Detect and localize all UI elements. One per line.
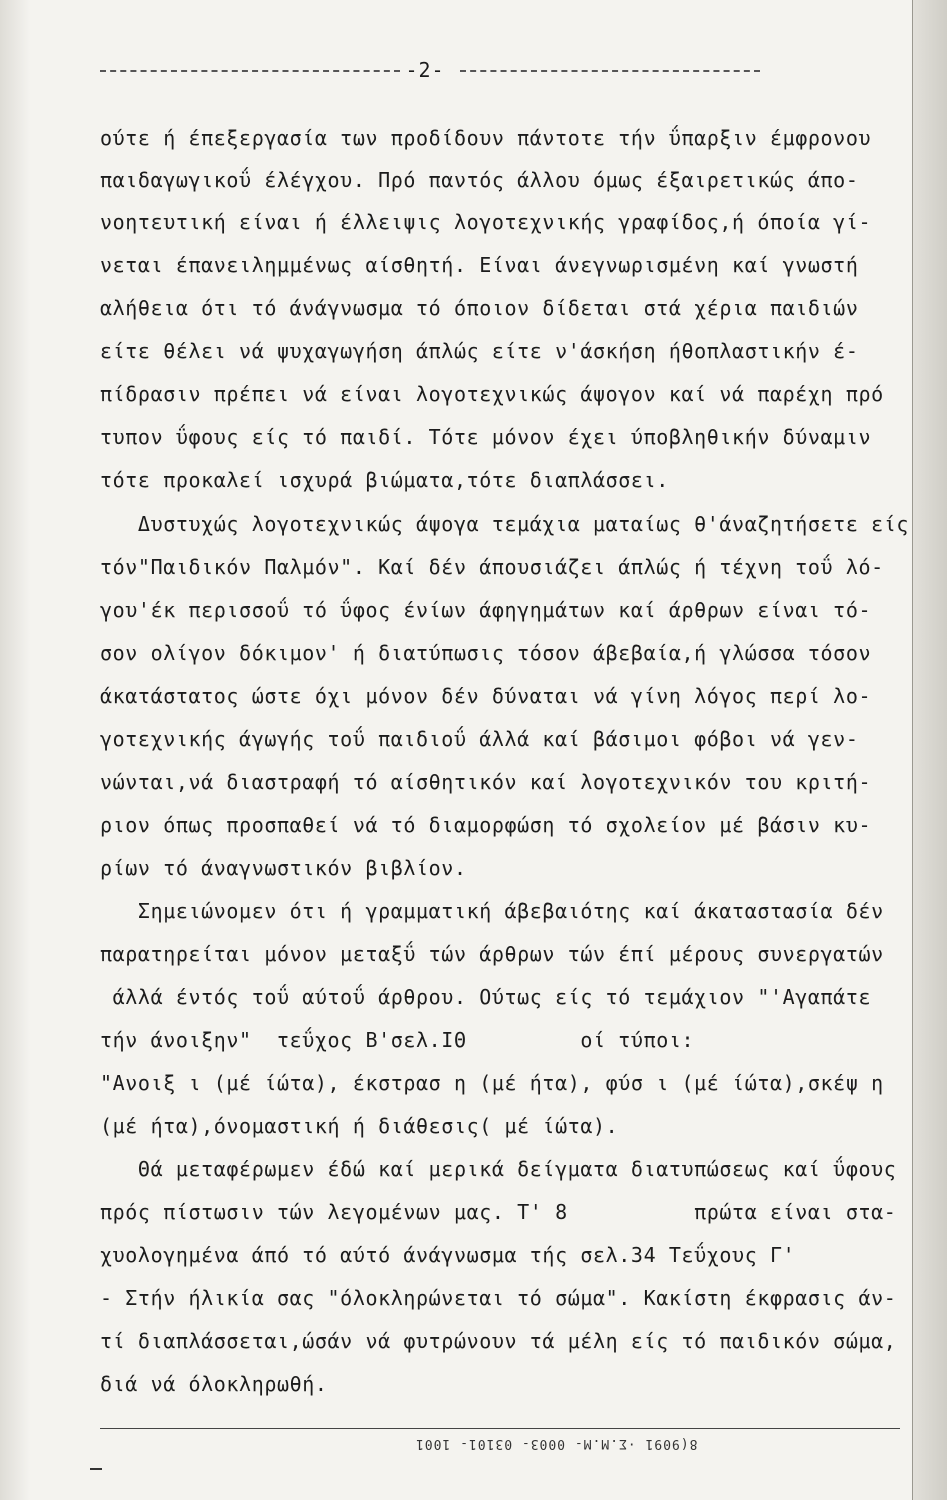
text-line: (μέ ήτα),όνομαστική ή διάθεσις( μέ ίώτα).: [100, 1114, 619, 1138]
right-page-edge: [912, 0, 947, 1500]
text-line: είτε θέλει νά ψυχαγωγήση άπλώς είτε ν'άσκήση ήθοπλαστικήν έ-: [100, 339, 859, 363]
text-line: γου'έκ περισσοΰ τό ΰφος ένίων άφηγημάτων καί άρθρων είναι τό-: [100, 598, 872, 622]
text-line: νεται έπανειλημμένως αίσθητή. Είναι άνεγνωρισμένη καί γνωστή: [100, 253, 859, 277]
text-line: τί διαπλάσσεται,ώσάν νά φυτρώνουν τά μέλη είς τό παιδικόν σώμα,: [100, 1329, 897, 1353]
text-line: "Ανοιξ ι (μέ ίώτα), έκστρασ η (μέ ήτα), φύσ ι (μέ ίώτα),σκέψ η: [100, 1071, 884, 1095]
text-line: πίδρασιν πρέπει νά είναι λογοτεχνικώς άψογον καί νά παρέχη πρό: [100, 382, 884, 406]
text-line: παρατηρείται μόνον μεταξΰ τών άρθρων τών έπί μέρους συνεργατών: [100, 942, 884, 966]
text-line: τήν άνοιξην" τεΰχος Β'σελ.ΙΘ οί τύποι:: [100, 1028, 695, 1052]
text-line: Δυστυχώς λογοτεχνικώς άψογα τεμάχια ματαίως θ'άναζητήσετε είς: [100, 512, 910, 536]
text-line: αλήθεια ότι τό άνάγνωσμα τό όποιον δίδεται στά χέρια παιδιών: [100, 296, 859, 320]
text-line: Θά μεταφέρωμεν έδώ καί μερικά δείγματα διατυπώσεως καί ΰφους: [100, 1157, 897, 1181]
bottom-rule: [100, 1428, 900, 1429]
text-line: σον ολίγον δόκιμον' ή διατύπωσις τόσον άβεβαία,ή γλώσσα τόσον: [100, 641, 872, 665]
text-line: γοτεχνικής άγωγής τοΰ παιδιοΰ άλλά καί βάσιμοι φόβοι νά γεν-: [100, 727, 859, 751]
header-dash-right: [460, 70, 760, 72]
text-line: χυολογημένα άπό τό αύτό άνάγνωσμα τής σελ.34 Τεΰχους Γ': [100, 1243, 796, 1267]
text-line: τότε προκαλεί ισχυρά βιώματα,τότε διαπλάσσει.: [100, 468, 669, 492]
text-line: ρίων τό άναγνωστικόν βιβλίον.: [100, 856, 467, 880]
text-line: νώνται,νά διαστραφή τό αίσθητικόν καί λογοτεχνικόν του κριτή-: [100, 770, 872, 794]
text-line: άκατάστατος ώστε όχι μόνον δέν δύναται νά γίνη λόγος περί λο-: [100, 684, 872, 708]
footer-print-code: 8(9091 ·Σ.Μ.Μ- 0003- 03101- 1001: [415, 1436, 698, 1451]
text-line: Σημειώνομεν ότι ή γραμματική άβεβαιότης καί άκαταστασία δέν: [100, 899, 884, 923]
text-line: παιδαγωγικοΰ έλέγχου. Πρό παντός άλλου όμως έξαιρετικώς άπο-: [100, 168, 859, 192]
text-line: άλλά έντός τοΰ αύτοΰ άρθρου. Ούτως είς τό τεμάχιον "'Αγαπάτε: [100, 985, 872, 1009]
text-line: ριον όπως προσπαθεί νά τό διαμορφώση τό σχολείον μέ βάσιν κυ-: [100, 813, 872, 837]
page-number: -2-: [405, 58, 445, 82]
text-line: τυπον ΰφους είς τό παιδί. Τότε μόνον έχει ύποβληθικήν δύναμιν: [100, 425, 872, 449]
text-line: - Στήν ήλικία σας "όλοκληρώνεται τό σώμα". Κακίστη έκφρασις άν-: [100, 1286, 897, 1310]
text-line: ούτε ή έπεξεργασία των προδίδουν πάντοτε τήν ΰπαρξιν έμφρονου: [100, 126, 872, 150]
left-page-edge: [0, 0, 30, 1500]
text-line: τόν"Παιδικόν Παλμόν". Καί δέν άπουσιάζει άπλώς ή τέχνη τοΰ λό-: [100, 555, 884, 579]
text-line: διά νά όλοκληρωθή.: [100, 1372, 328, 1396]
text-line: πρός πίστωσιν τών λεγομένων μας. Τ' 8 πρώτα είναι στα-: [100, 1200, 897, 1224]
margin-dash: [90, 1468, 102, 1470]
text-line: νοητευτική είναι ή έλλειψις λογοτεχνικής γραφίδος,ή όποία γί-: [100, 210, 872, 234]
